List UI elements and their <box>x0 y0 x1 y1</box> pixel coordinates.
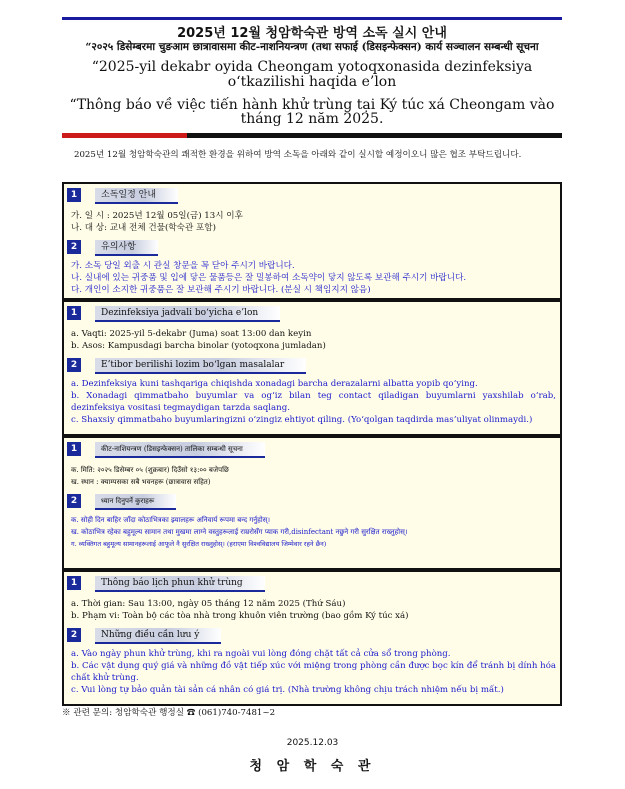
uzbek-notice-box <box>62 300 562 436</box>
section-header <box>64 304 560 324</box>
section-heading: E’tibor berilishi lozim bo‘lgan masalalar <box>95 358 306 374</box>
section-number: 1 <box>67 188 81 202</box>
section-number: 2 <box>67 628 81 642</box>
title-korean: 2025년 12월 청암학숙관 방역 소독 실시 안내 <box>177 26 447 41</box>
title-divider <box>62 133 562 138</box>
notice-line: 다. 개인이 소지한 귀중품은 잘 보관해 주시기 바랍니다. (분실 시 책임지지 않음) <box>71 285 371 295</box>
section-header <box>64 492 560 512</box>
section-number: 2 <box>67 358 81 372</box>
notice-line: b. Asos: Kampusdagi barcha binolar (yotoqxona jumladan) <box>71 341 326 351</box>
title-uzbek: “2025-yil dekabr oyida Cheongam yotoqxonasida dezinfeksiya o‘tkazilishi haqida e’lon <box>91 59 533 90</box>
section-header <box>64 356 560 376</box>
divider-black-segment <box>187 133 562 138</box>
section-heading: ध्यान दिनुपर्ने कुराहरू <box>95 494 176 510</box>
section-number: 1 <box>67 306 81 320</box>
vietnamese-notice-box <box>62 570 562 706</box>
notice-line: क. सोही दिन बाहिर जाँदा कोठाभित्रका झ्यालहरू अनिवार्य रूपमा बन्द गर्नुहोस्। <box>71 516 271 524</box>
notice-line: b. Xonadagi qimmatbaho buyumlar va og‘iz bilan teg contact qiladigan buyumlarni yaxshilab o‘rab, dezinfeksiya vositasi tegmaydigan tarzda saqlang. <box>71 391 556 413</box>
notice-line: a. Vào ngày phun khử trùng, khi ra ngoài vui lòng đóng chặt tất cả cửa sổ trong phòng. <box>71 649 451 659</box>
section-heading: Thông báo lịch phun khử trùng <box>95 576 265 592</box>
notice-line: a. Dezinfeksiya kuni tashqariga chiqishda xonadagi barcha derazalarni albatta yopib qo‘ying. <box>71 379 478 389</box>
section-heading: 유의사항 <box>95 240 158 256</box>
notice-line: 가. 소독 당일 외출 시 관실 창문을 꼭 닫아 주시기 바랍니다. <box>71 261 295 271</box>
section-header <box>64 626 560 646</box>
section-heading: कीट-नाशियन्त्रण (डिसइन्फेक्सन) तालिका सम्बन्धी सूचना <box>95 442 265 458</box>
notice-line: 나. 대 상: 교내 전체 건물(학숙관 포함) <box>71 223 216 233</box>
issue-date: 2025.12.03 <box>286 738 339 748</box>
intro-paragraph: 2025년 12월 청암학숙관의 쾌적한 환경을 위하여 방역 소독을 아래와 같이 실시할 예정이오니 많은 협조 부탁드립니다. <box>74 150 522 160</box>
title-vietnamese: “Thông báo về việc tiến hành khử trùng tại Ký túc xá Cheongam vào tháng 12 năm 2025. <box>69 97 555 127</box>
notice-line: b. Các vật dụng quý giá và những đồ vật tiếp xúc với miệng trong phòng cần được bọc kín để tránh bị dính hóa chất khử trùng. <box>71 661 556 683</box>
section-heading: 소독일정 안내 <box>95 188 178 204</box>
title-nepali: “२०२५ डिसेम्बरमा चुङआम छात्रावासमा कीट-नाशनियन्त्रण (तथा सफाई (डिसइन्फेक्सन) कार्य सञ्चालन सम्बन्धी सूचना <box>85 41 539 53</box>
title-block <box>62 20 562 126</box>
section-number: 2 <box>67 240 81 254</box>
notice-line: ख. कोठाभित्र रहेका बहुमूल्य सामान तथा मुखमा लाग्ने वस्तुहरूलाई राम्ररोसँग प्याक गरी,disinfectant नछुने गरी सुरक्षित राख्नुहोस्। <box>71 528 408 536</box>
notice-line: क. मिति: २०२५ डिसेम्बर ०५ (शुक्रबार) दिउँसो १३:०० बजेपछि <box>71 466 229 474</box>
nepali-notice-box <box>62 436 562 570</box>
notice-line: c. Shaxsiy qimmatbaho buyumlaringizni o‘zingiz ehtiyot qiling. (Yo‘qolgan taqdirda mas’uliyat olinmaydi.) <box>71 415 533 425</box>
section-heading: Những điều cần lưu ý <box>95 628 221 644</box>
notice-line: b. Phạm vi: Toàn bộ các tòa nhà trong khuôn viên trường (bao gồm Ký túc xá) <box>71 611 409 621</box>
organization-name: 청 암 학 숙 관 <box>249 759 376 774</box>
section-number: 1 <box>67 576 81 590</box>
notice-line: ख. स्थान : क्याम्पसका सबै भवनहरू (छात्रावास सहित) <box>71 478 211 486</box>
notice-line: a. Thời gian: Sau 13:00, ngày 05 tháng 12 năm 2025 (Thứ Sáu) <box>71 599 346 609</box>
divider-red-segment <box>62 133 187 138</box>
korean-notice-box <box>62 182 562 300</box>
section-header <box>64 440 560 460</box>
section-heading: Dezinfeksiya jadvali bo‘yicha e’lon <box>95 306 280 322</box>
notice-line: 가. 일 시 : 2025년 12월 05일(금) 13시 이후 <box>71 211 243 221</box>
section-header <box>64 238 560 258</box>
notice-line: 나. 실내에 있는 귀중품 및 입에 닿은 물품등은 잘 밀봉하여 소독약이 닿지 않도록 보관해 주시기 바랍니다. <box>71 273 467 283</box>
notice-line: c. Vui lòng tự bảo quản tài sản cá nhân có giá trị. (Nhà trường không chịu trách nhiệm nếu bị mất.) <box>71 685 504 695</box>
notice-line: ग. व्यक्तिगत बहुमूल्य सामानहरूलाई आफूले नै सुरक्षित राख्नुहोस्। (हराएमा विश्वविद्यालय जिम्मेवार रहने छैन) <box>71 540 327 548</box>
notice-line: a. Vaqti: 2025-yil 5-dekabr (Juma) soat 13:00 dan keyin <box>71 329 312 339</box>
section-number: 2 <box>67 494 81 508</box>
contact-note: ※ 관련 문의: 청암학숙관 행정실 ☎ (061)740-7481~2 <box>62 708 276 718</box>
section-header <box>64 186 560 206</box>
section-header <box>64 574 560 594</box>
section-number: 1 <box>67 442 81 456</box>
